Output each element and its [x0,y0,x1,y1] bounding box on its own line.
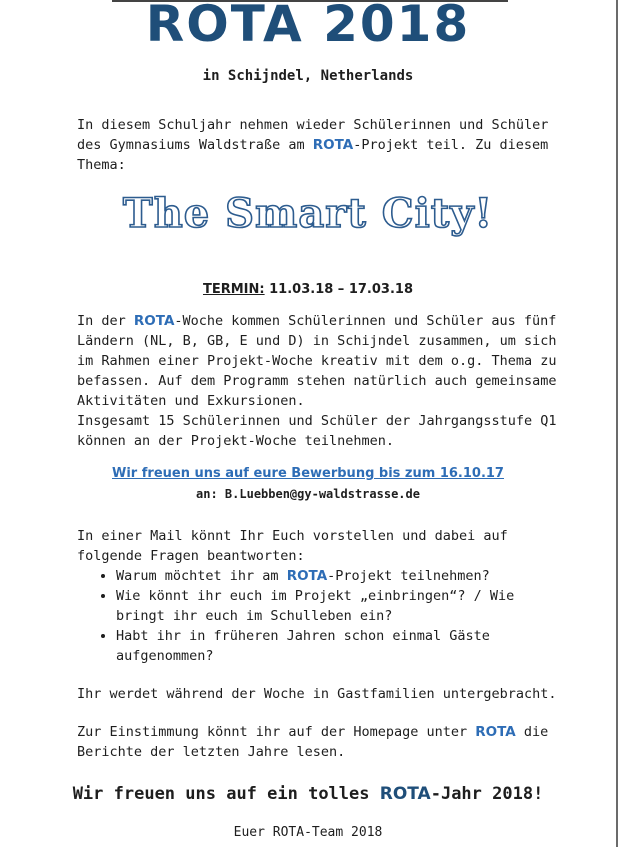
location-subtitle: in Schijndel, Netherlands [202,68,414,84]
list-item: • Habt ihr in früheren Jahren schon einmal Gäste aufgenommen? [116,626,556,666]
rota-word: ROTA [379,784,431,804]
termin-label: TERMIN: [202,282,265,297]
participants-text: Insgesamt 15 Schülerinnen und Schüler der Jahrgangsstufe Q1 können an der Projekt-Woche teilnehmen. [77,413,557,449]
rota-word: ROTA [286,568,328,584]
rota-word: ROTA [312,137,354,153]
intro-paragraph: In diesem Schuljahr nehmen wieder Schülerinnen und Schüler des Gymnasiums Waldstraße am ROTA-Projekt teil. Zu diesem Thema: [77,117,549,173]
page-title: ROTA 2018 [145,0,471,53]
theme-title: The Smart City! [122,190,494,237]
homepage-text: Zur Einstimmung könnt ihr auf der Homepage unter ROTA die Berichte der letzten Jahre lesen. [77,724,549,760]
rota-link[interactable]: ROTA [475,724,516,740]
description-paragraph: In der ROTA-Woche kommen Schülerinnen und Schüler aus fünf Ländern (NL, B, GB, E und D) in Schijndel zusammen, um sich im Rahmen einer Projekt-Woche kreativ mit dem o.g. Thema zu befassen. Auf dem Programm stehen natürlich auch gemeinsame Aktivitäten und Exkursionen. Insgesamt 15 Schülerinnen und Schüler der Jahrgangsstufe Q1 können an der Projekt-Woche teilnehmen. [77,313,557,449]
termin-line [0,282,616,297]
signature: Euer ROTA-Team 2018 [233,825,383,840]
rota-word: ROTA [133,313,175,329]
closing-line: Wir freuen uns auf ein tolles ROTA-Jahr 2018! [72,784,544,804]
page-edge [616,0,618,847]
termin-dates: 11.03.18 – 17.03.18 [264,282,413,297]
application-email: an: B.Luebben@gy-waldstrasse.de [196,487,420,501]
mail-intro: In einer Mail könnt Ihr Euch vorstellen und dabei auf folgende Fragen beantworten: [77,528,508,564]
question-list [98,566,556,666]
application-deadline: Wir freuen uns auf eure Bewerbung bis zum 16.10.17 [112,466,504,481]
list-item: • Wie könnt ihr euch im Projekt „einbringen“? / Wie bringt ihr euch im Schulleben ein? [116,586,556,626]
host-family-text: Ihr werdet während der Woche in Gastfamilien untergebracht. [77,686,557,702]
list-item: • Warum möchtet ihr am ROTA-Projekt teilnehmen? [116,566,556,586]
